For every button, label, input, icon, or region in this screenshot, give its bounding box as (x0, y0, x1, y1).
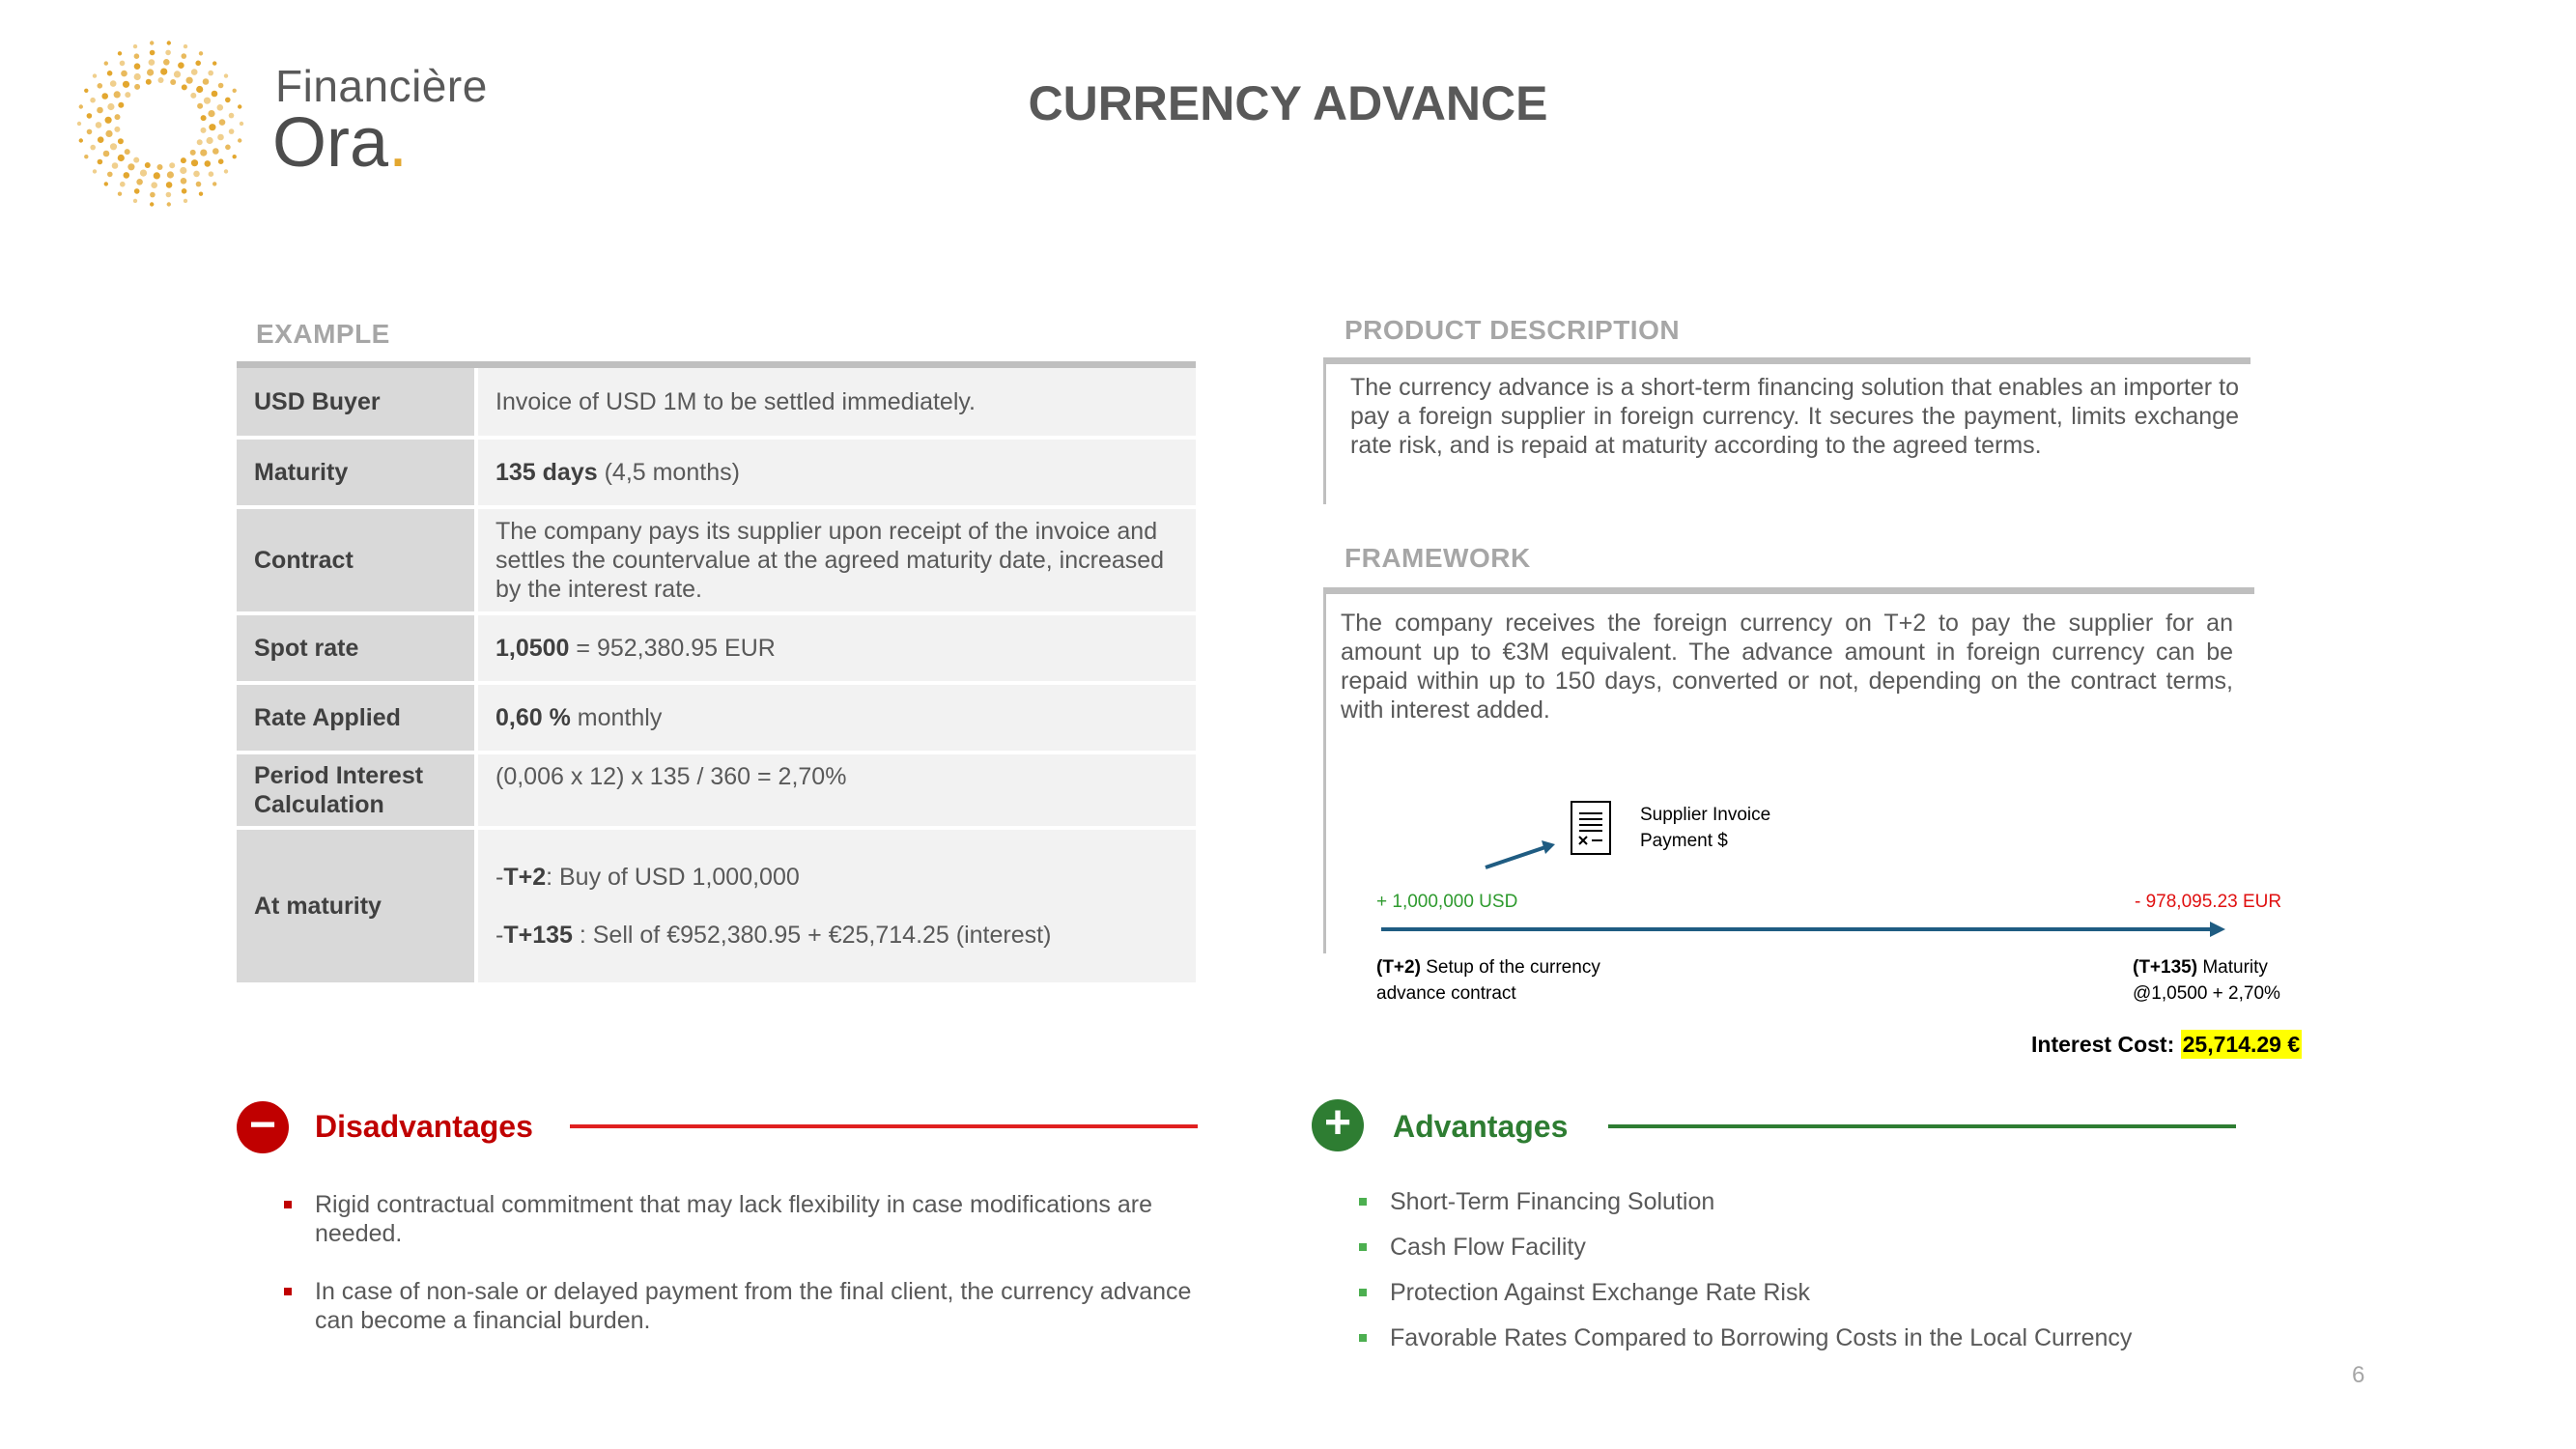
table-row (237, 613, 1196, 683)
interest-cost: Interest Cost: 25,714.29 € (2031, 1032, 2301, 1057)
interest-cost-value: 25,714.29 € (2182, 1032, 2301, 1057)
logo-dot (124, 172, 130, 179)
logo-dot (157, 164, 163, 170)
row-value: The company pays its supplier upon receipt of the invoice and settles the countervalue at the agreed maturity date, increased by the interest rate. (476, 507, 1196, 613)
logo-dot (191, 69, 198, 75)
product-description-label: PRODUCT DESCRIPTION (1345, 315, 1681, 345)
logo-dot (195, 61, 201, 67)
logo-dot (93, 169, 97, 173)
logo-dot (150, 202, 154, 206)
table-row (237, 683, 1196, 753)
logo-dot (104, 182, 108, 185)
logo-dot (212, 182, 216, 185)
cash-flow-diagram (1362, 792, 2250, 956)
logo-dot (98, 159, 103, 165)
logo-dot (197, 139, 203, 145)
bullet-square-icon (284, 1201, 292, 1208)
example-label: EXAMPLE (256, 319, 390, 349)
bullet-square-icon (1359, 1243, 1367, 1251)
row-key: Spot rate (237, 613, 476, 683)
logo-dot (167, 41, 171, 44)
logo-dot (169, 162, 175, 168)
brand-name-line1: Financière (275, 61, 488, 111)
page-title: CURRENCY ADVANCE (1028, 76, 1548, 130)
logo-dot (181, 157, 186, 163)
row-key: Rate Applied (237, 683, 476, 753)
advantages-list (1359, 1187, 2286, 1352)
logo-dot (118, 192, 122, 196)
row-key: Period Interest Calculation (237, 753, 476, 828)
logo-dot (98, 136, 104, 143)
logo-dot (167, 202, 171, 206)
logo-dot (118, 138, 124, 144)
logo-dot (154, 172, 160, 179)
logo-dot (217, 134, 224, 141)
logo-dot (166, 192, 172, 198)
logo-dot (238, 138, 241, 142)
logo-dot (200, 150, 207, 156)
logo-dot (224, 169, 228, 173)
page-number: 6 (2352, 1362, 2365, 1388)
logo-dot (184, 199, 187, 203)
logo-dot (118, 51, 122, 55)
logo-dot (118, 155, 125, 161)
row-value: 135 days (4,5 months) (476, 438, 1196, 507)
row-key: Contract (237, 507, 476, 613)
logo-dot (120, 61, 126, 67)
t2-label: (T+2) Setup of the currency advance contract (1376, 957, 1600, 1004)
row-key: USD Buyer (237, 368, 476, 438)
row-value: 1,0500 = 952,380.95 EUR (476, 613, 1196, 683)
logo-dot (103, 151, 110, 157)
t135-label: (T+135) Maturity @1,0500 + 2,70% (2133, 957, 2280, 1004)
row-value: Invoice of USD 1M to be settled immediately. (476, 368, 1196, 438)
logo-dot (165, 50, 171, 56)
disadvantages-rule (570, 1124, 1198, 1128)
logo-dot (110, 143, 117, 150)
logo-dot (145, 162, 151, 168)
logo-dot (212, 148, 219, 155)
logo-dot (190, 150, 196, 156)
logo-dot (205, 160, 212, 167)
logo-dot (166, 182, 173, 188)
timeline-arrow (1381, 922, 2225, 937)
table-row (237, 368, 1196, 438)
logo-dot (150, 41, 154, 44)
logo-dot (104, 61, 108, 65)
right-amount: - 978,095.23 EUR (2135, 892, 2282, 912)
logo-dot (184, 44, 187, 48)
table-row (237, 507, 1196, 613)
row-value (476, 828, 1196, 984)
logo-dot (160, 69, 167, 75)
framework-text: The company receives the foreign currency on T+2 to pay the supplier for an amount up to €3M equivalent. The advance amount in foreign currency can be repaid within up to 150 days, converted or not, depending on the contract terms, with interest added. (1341, 610, 2233, 724)
logo-dot (79, 138, 83, 142)
logo-dot (182, 53, 187, 59)
logo-dot (225, 145, 231, 151)
logo-dot (163, 59, 170, 66)
maturity-line-1: -T+2: Buy of USD 1,000,000 (495, 864, 800, 891)
logo-dot (136, 179, 143, 185)
logo-dot (209, 171, 214, 177)
product-description-text: The currency advance is a short-term financing solution that enables an importer to pay a foreign supplier in foreign currency. It secures the payment, limits exchange rate risk, and is repaid at maturity according to the agreed terms. (1350, 374, 2239, 459)
product-description-divider (1323, 364, 1326, 504)
advantages-rule (1608, 1124, 2236, 1128)
logo-dot (196, 182, 202, 187)
disadvantages-list (284, 1190, 1211, 1335)
list-item: Protection Against Exchange Rate Risk (1359, 1278, 2286, 1307)
logo-dot (180, 167, 186, 174)
table-row (237, 438, 1196, 507)
invoice-arrow (1486, 840, 1555, 867)
logo-dot (125, 149, 130, 155)
example-table (237, 368, 1196, 986)
logo-dot (151, 182, 157, 188)
logo-dot (150, 50, 156, 56)
table-row (237, 828, 1196, 984)
logo-dot (134, 188, 140, 194)
logo-dot (107, 172, 113, 178)
logo-dot (134, 53, 140, 59)
maturity-line-2: -T+135 : Sell of €952,380.95 + €25,714.25 (interest) (495, 922, 1052, 949)
list-item: Favorable Rates Compared to Borrowing Costs in the Local Currency (1359, 1323, 2286, 1352)
logo-dot (112, 162, 119, 169)
framework-label: FRAMEWORK (1345, 543, 1531, 573)
bullet-square-icon (1359, 1289, 1367, 1296)
invoice-document-icon (1571, 802, 1610, 854)
logo-dot (127, 163, 134, 170)
logo-dot (140, 170, 147, 177)
logo-dot (120, 182, 126, 187)
list-item: Rigid contractual commitment that may lack flexibility in case modifications are needed. (284, 1190, 1211, 1248)
bullet-square-icon (1359, 1198, 1367, 1206)
logo-dot (167, 171, 174, 178)
logo-dot (90, 145, 96, 151)
logo-dot (84, 155, 88, 158)
left-amount: + 1,000,000 USD (1376, 892, 1518, 912)
logo-dot (149, 59, 156, 66)
logo-dot (133, 44, 137, 48)
framework-bar (1323, 587, 2254, 594)
logo-dot (233, 155, 237, 158)
row-key: Maturity (237, 438, 476, 507)
logo-dot (133, 157, 139, 163)
plus-icon: + (1312, 1099, 1364, 1151)
logo-dot (181, 178, 187, 185)
logo-dot (182, 188, 187, 194)
invoice-label: Supplier Invoice Payment $ (1640, 805, 1771, 851)
logo-dot (134, 63, 141, 70)
logo-dot (218, 158, 224, 164)
product-description-bar (1323, 357, 2250, 364)
row-key: At maturity (237, 828, 476, 984)
brand-name-line2: Ora. (272, 104, 409, 182)
framework-divider (1323, 594, 1326, 953)
table-row (237, 753, 1196, 828)
logo-dot (212, 61, 216, 65)
logo-dot (178, 62, 184, 69)
list-item: Cash Flow Facility (1359, 1233, 2286, 1262)
logo-dot (150, 192, 156, 198)
row-value: (0,006 x 12) x 135 / 360 = 2,70% (476, 753, 1196, 828)
logo-dot (207, 137, 213, 144)
logo-dot (133, 199, 137, 203)
disadvantages-title: Disadvantages (315, 1109, 533, 1144)
logo-dot (199, 51, 203, 55)
minus-icon: − (237, 1101, 289, 1153)
example-header-bar (237, 361, 1196, 368)
list-item: In case of non-sale or delayed payment from the final client, the currency advance can become a financial burden. (284, 1277, 1211, 1335)
logo-dot (193, 171, 200, 178)
bullet-square-icon (1359, 1334, 1367, 1342)
logo-dot (191, 159, 198, 166)
row-value: 0,60 % monthly (476, 683, 1196, 753)
logo-dot (199, 192, 203, 196)
list-item: Short-Term Financing Solution (1359, 1187, 2286, 1216)
bullet-square-icon (284, 1288, 292, 1295)
advantages-title: Advantages (1393, 1109, 1569, 1144)
